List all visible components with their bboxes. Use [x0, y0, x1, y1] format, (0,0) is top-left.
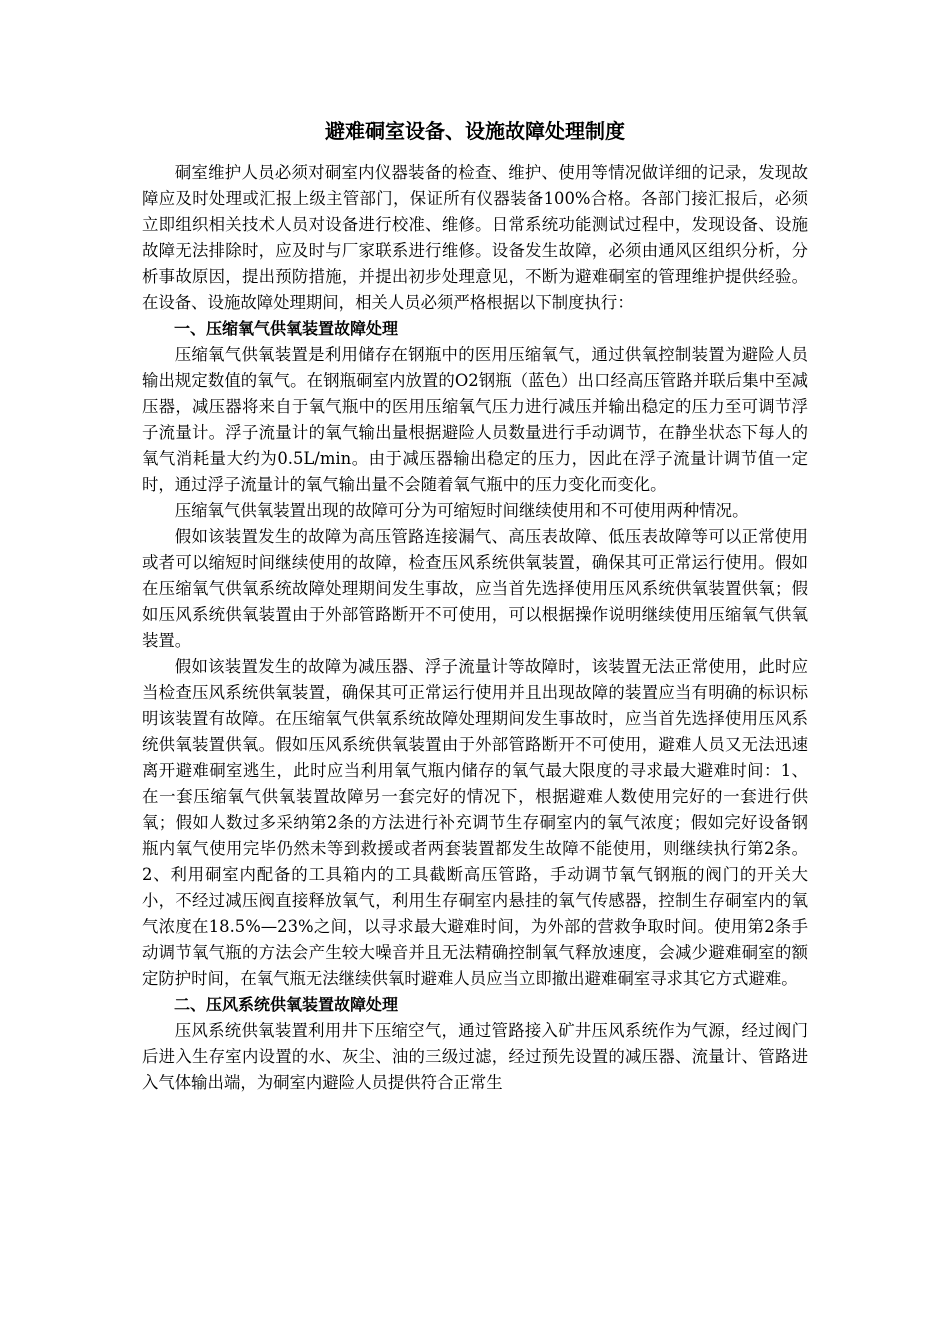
document-title: 避难硐室设备、设施故障处理制度 [325, 119, 625, 143]
document-page [142, 118, 808, 1096]
section-2-heading: 二、压风系统供氧装置故障处理 [174, 995, 399, 1014]
section-1-paragraph-2: 压缩氧气供氧装置出现的故障可分为可缩短时间继续使用和不可使用两种情况。 [174, 501, 749, 520]
section-2-paragraph-1: 压风系统供氧装置利用井下压缩空气，通过管路接入矿井压风系统作为气源，经过阀门后进入生存室内设置的水、灰尘、油的三级过滤，经过预先设置的减压器、流量计、管路进入气体输出端，为硐室内避险人员提供符合正常生 [142, 1021, 808, 1092]
section-1-paragraph-3: 假如该装置发生的故障为高压管路连接漏气、高压表故障、低压表故障等可以正常使用或者可以缩短时间继续使用的故障，检查压风系统供氧装置，确保其可正常运行使用。假如在压缩氧气供氧系统故障处理期间发生事故，应当首先选择使用压风系统供氧装置供氧；假如压风系统供氧装置由于外部管路断开不可使用，可以根据操作说明继续使用压缩氧气供氧装置。 [142, 527, 808, 650]
section-1-heading: 一、压缩氧气供氧装置故障处理 [174, 319, 399, 338]
section-1-paragraph-1: 压缩氧气供氧装置是利用储存在钢瓶中的医用压缩氧气，通过供氧控制装置为避险人员输出规定数值的氧气。在钢瓶硐室内放置的O2钢瓶（蓝色）出口经高压管路并联后集中至减压器，减压器将来自于氧气瓶中的医用压缩氧气压力进行减压并输出稳定的压力至可调节浮子流量计。浮子流量计的氧气输出量根据避险人员数量进行手动调节，在静坐状态下每人的氧气消耗量大约为0.5L/min。由于减压器输出稳定的压力，因此在浮子流量计调节值一定时，通过浮子流量计的氧气输出量不会随着氧气瓶中的压力变化而变化。 [142, 345, 808, 494]
section-1-paragraph-4: 假如该装置发生的故障为减压器、浮子流量计等故障时，该装置无法正常使用，此时应当检查压风系统供氧装置，确保其可正常运行使用并且出现故障的装置应当有明确的标识标明该装置有故障。在压缩氧气供氧系统故障处理期间发生事故时，应当首先选择使用压风系统供氧装置供氧。假如压风系统供氧装置由于外部管路断开不可使用，避难人员又无法迅速离开避难硐室逃生，此时应当利用氧气瓶内储存的氧气最大限度的寻求最大避难时间：1、在一套压缩氧气供氧装置故障另一套完好的情况下，根据避难人数使用完好的一套进行供氧；假如人数过多采纳第2条的方法进行补充调节生存硐室内的氧气浓度；假如完好设备钢瓶内氧气使用完毕仍然未等到救援或者两套装置都发生故障不能使用，则继续执行第2条。2、利用硐室内配备的工具箱内的工具截断高压管路，手动调节氧气钢瓶的阀门的开关大小，不经过减压阀直接释放氧气，利用生存硐室内悬挂的氧气传感器，控制生存硐室内的氧气浓度在18.5%—23%之间，以寻求最大避难时间，为外部的营救争取时间。使用第2条手动调节氧气瓶的方法会产生较大噪音并且无法精确控制氧气释放速度，会减少避难硐室的额定防护时间，在氧气瓶无法继续供氧时避难人员应当立即撤出避难硐室寻求其它方式避难。 [142, 657, 808, 988]
intro-paragraph: 硐室维护人员必须对硐室内仪器装备的检查、维护、使用等情况做详细的记录，发现故障应及时处理或汇报上级主管部门，保证所有仪器装备100%合格。各部门接汇报后，必须立即组织相关技术人员对设备进行校准、维修。日常系统功能测试过程中，发现设备、设施故障无法排除时，应及时与厂家联系进行维修。设备发生故障，必须由通风区组织分析，分析事故原因，提出预防措施，并提出初步处理意见，不断为避难硐室的管理维护提供经验。在设备、设施故障处理期间，相关人员必须严格根据以下制度执行： [142, 163, 808, 312]
